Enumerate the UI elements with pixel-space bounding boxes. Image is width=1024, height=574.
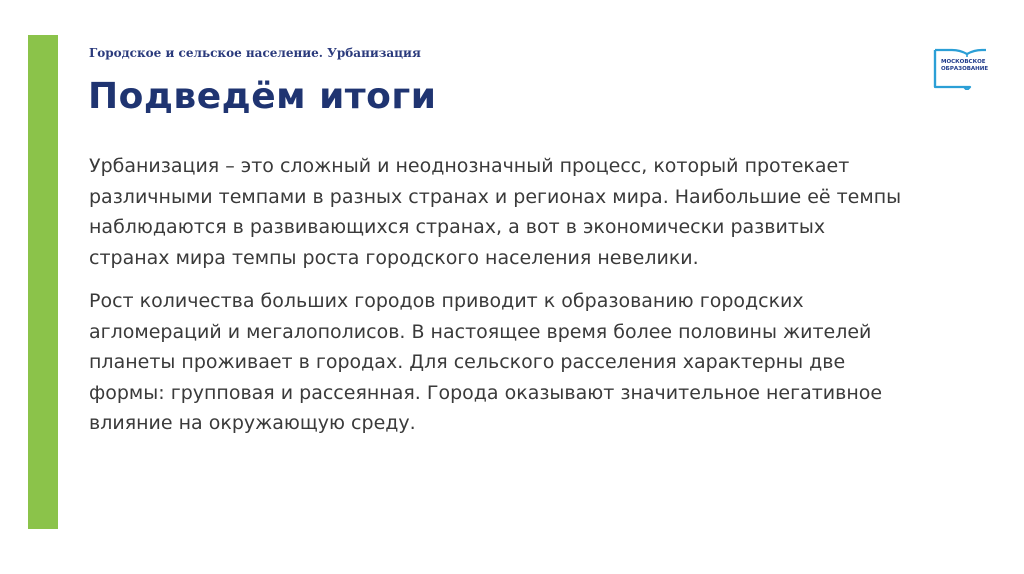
green-accent-bar	[28, 35, 58, 529]
text-line: планеты проживает в городах. Для сельского расселения характерны две	[89, 351, 846, 373]
text-line: Рост количества больших городов приводит к образованию городских	[89, 290, 804, 312]
logo-text	[941, 59, 988, 73]
text-line: Урбанизация – это сложный и неоднозначный процесс, который протекает	[89, 155, 850, 177]
text-line: агломераций и мегалополисов. В настоящее время более половины жителей	[89, 320, 872, 343]
logo-text-line1: МОСКОВСКОЕ	[941, 59, 986, 65]
text-line: странах мира темпы роста городского населения невелики.	[89, 246, 699, 269]
slide-subtitle: Городское и сельское население. Урбанизация	[89, 46, 421, 60]
text-line: различными темпами в разных странах и регионах мира. Наибольшие её темпы	[89, 185, 902, 208]
text-line: влияние на окружающую среду.	[89, 412, 416, 434]
text-line: наблюдаются в развивающихся странах, а вот в экономически развитых	[89, 216, 826, 238]
summary-paragraph-1	[89, 151, 989, 273]
logo-text-line2: ОБРАЗОВАНИЕ	[941, 66, 989, 72]
text-line: формы: групповая и рассеянная. Города оказывают значительное негативное	[89, 381, 883, 404]
summary-paragraph-2	[89, 286, 989, 439]
slide-title: Подведём итоги	[88, 76, 437, 117]
moscow-education-logo	[932, 46, 1002, 90]
